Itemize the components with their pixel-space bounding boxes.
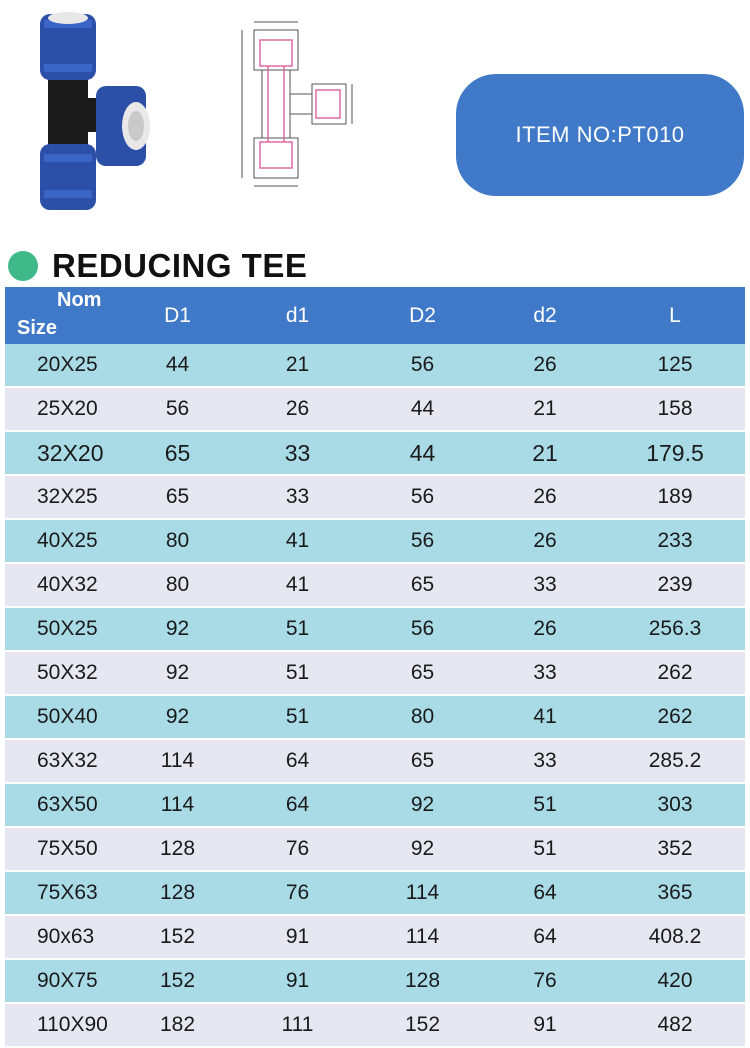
cell-D1: 182: [120, 1003, 235, 1047]
cell-D1: 92: [120, 695, 235, 739]
cell-d2: 51: [485, 827, 605, 871]
cell-L: 189: [605, 475, 745, 519]
table-row: [5, 431, 745, 475]
cell-size: 90X75: [5, 959, 120, 1003]
cell-d2: 33: [485, 563, 605, 607]
cell-D1: 80: [120, 519, 235, 563]
cell-d1: 41: [235, 519, 360, 563]
cell-size: 25X20: [5, 387, 120, 431]
cell-L: 365: [605, 871, 745, 915]
cell-D2: 56: [360, 344, 485, 387]
header-L: L: [605, 287, 745, 344]
cell-D2: 44: [360, 387, 485, 431]
cell-D1: 128: [120, 827, 235, 871]
cell-D1: 92: [120, 651, 235, 695]
cell-d1: 33: [235, 475, 360, 519]
cell-D1: 128: [120, 871, 235, 915]
cell-D1: 152: [120, 915, 235, 959]
cell-size: 75X50: [5, 827, 120, 871]
cell-D2: 92: [360, 783, 485, 827]
cell-d2: 41: [485, 695, 605, 739]
cell-d1: 51: [235, 695, 360, 739]
table-row: [5, 563, 745, 607]
cell-size: 50X32: [5, 651, 120, 695]
cell-size: 50X40: [5, 695, 120, 739]
cell-size: 20X25: [5, 344, 120, 387]
cell-D1: 92: [120, 607, 235, 651]
cell-d2: 33: [485, 739, 605, 783]
cell-d2: 64: [485, 915, 605, 959]
cell-d1: 91: [235, 915, 360, 959]
cell-D2: 92: [360, 827, 485, 871]
table-row: [5, 871, 745, 915]
cell-D1: 114: [120, 783, 235, 827]
cell-d2: 21: [485, 387, 605, 431]
cell-size: 32X25: [5, 475, 120, 519]
cell-d2: 21: [485, 431, 605, 475]
cell-L: 179.5: [605, 431, 745, 475]
table-row: [5, 959, 745, 1003]
cell-D2: 65: [360, 651, 485, 695]
table-row: [5, 344, 745, 387]
table-row: [5, 783, 745, 827]
cell-D2: 56: [360, 607, 485, 651]
cell-d2: 26: [485, 607, 605, 651]
cell-D1: 65: [120, 475, 235, 519]
header-nom-size: [5, 287, 120, 344]
table-row: [5, 519, 745, 563]
cell-L: 239: [605, 563, 745, 607]
cell-d1: 26: [235, 387, 360, 431]
page-title: REDUCING TEE: [52, 247, 308, 284]
cell-d1: 64: [235, 783, 360, 827]
cell-d2: 91: [485, 1003, 605, 1047]
cell-size: 32X20: [5, 431, 120, 475]
cell-D2: 114: [360, 915, 485, 959]
header-d2: d2: [485, 287, 605, 344]
cell-D2: 152: [360, 1003, 485, 1047]
cell-L: 158: [605, 387, 745, 431]
cell-L: 352: [605, 827, 745, 871]
table-row: [5, 387, 745, 431]
cell-L: 303: [605, 783, 745, 827]
cell-D2: 114: [360, 871, 485, 915]
cell-size: 63X50: [5, 783, 120, 827]
cell-d2: 26: [485, 344, 605, 387]
cell-L: 482: [605, 1003, 745, 1047]
cell-L: 233: [605, 519, 745, 563]
cell-d2: 64: [485, 871, 605, 915]
cell-L: 408.2: [605, 915, 745, 959]
cell-d1: 51: [235, 607, 360, 651]
cell-D2: 56: [360, 475, 485, 519]
cell-D2: 44: [360, 431, 485, 475]
product-photo: [26, 8, 156, 213]
header-D1: D1: [120, 287, 235, 344]
table-row: [5, 827, 745, 871]
cell-L: 420: [605, 959, 745, 1003]
table-row: [5, 695, 745, 739]
table-row: [5, 607, 745, 651]
cell-size: 75X63: [5, 871, 120, 915]
cell-d1: 64: [235, 739, 360, 783]
cell-d2: 26: [485, 475, 605, 519]
title-row: [8, 246, 307, 286]
green-dot-icon: [8, 251, 38, 281]
technical-drawing: [232, 16, 364, 194]
cell-size: 50X25: [5, 607, 120, 651]
header-D2: D2: [360, 287, 485, 344]
cell-d1: 76: [235, 827, 360, 871]
cell-d2: 76: [485, 959, 605, 1003]
cell-D1: 114: [120, 739, 235, 783]
cell-D2: 80: [360, 695, 485, 739]
table-row: [5, 1003, 745, 1047]
header-nom: Nom: [57, 289, 102, 311]
cell-size: 40X32: [5, 563, 120, 607]
item-number-badge: ITEM NO:PT010: [456, 74, 744, 196]
cell-L: 256.3: [605, 607, 745, 651]
cell-d1: 33: [235, 431, 360, 475]
cell-d1: 76: [235, 871, 360, 915]
spec-table: [5, 287, 745, 1048]
cell-D2: 65: [360, 563, 485, 607]
cell-D1: 80: [120, 563, 235, 607]
cell-D1: 152: [120, 959, 235, 1003]
cell-D2: 56: [360, 519, 485, 563]
table-row: [5, 475, 745, 519]
cell-D1: 65: [120, 431, 235, 475]
cell-d1: 21: [235, 344, 360, 387]
cell-D1: 44: [120, 344, 235, 387]
cell-d2: 33: [485, 651, 605, 695]
cell-size: 40X25: [5, 519, 120, 563]
cell-D1: 56: [120, 387, 235, 431]
cell-d1: 111: [235, 1003, 360, 1047]
cell-L: 125: [605, 344, 745, 387]
cell-d2: 26: [485, 519, 605, 563]
cell-d1: 91: [235, 959, 360, 1003]
header-size: Size: [17, 317, 58, 339]
table-row: [5, 651, 745, 695]
header-d1: d1: [235, 287, 360, 344]
table-header-row: [5, 287, 745, 344]
cell-D2: 65: [360, 739, 485, 783]
cell-d2: 51: [485, 783, 605, 827]
cell-L: 262: [605, 651, 745, 695]
cell-d1: 41: [235, 563, 360, 607]
cell-L: 285.2: [605, 739, 745, 783]
table-row: [5, 739, 745, 783]
cell-L: 262: [605, 695, 745, 739]
table-row: [5, 915, 745, 959]
cell-size: 90x63: [5, 915, 120, 959]
cell-size: 63X32: [5, 739, 120, 783]
cell-size: 110X90: [5, 1003, 120, 1047]
cell-d1: 51: [235, 651, 360, 695]
cell-D2: 128: [360, 959, 485, 1003]
